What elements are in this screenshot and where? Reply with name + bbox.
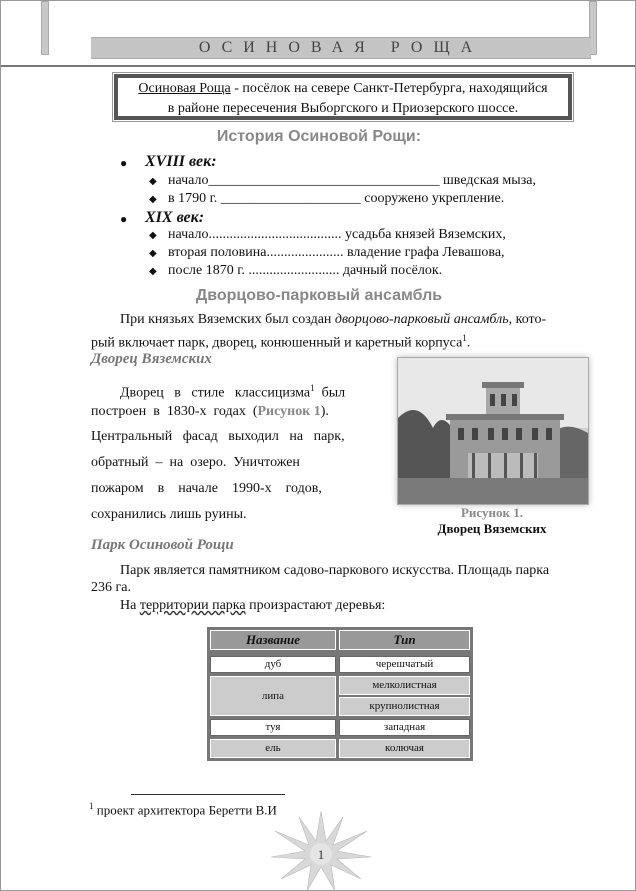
diamond-icon: ◆	[149, 176, 157, 187]
table-cell: ель	[210, 739, 336, 758]
footnote-ref[interactable]: 1	[462, 333, 467, 343]
intro-link[interactable]: Осиновая Роща	[138, 81, 231, 96]
park-territory-link[interactable]: территории парка	[139, 598, 246, 613]
table-cell: дуб	[210, 656, 336, 673]
footnote-rule	[131, 794, 285, 795]
palace-line: Центральный фасад выходил на парк,	[91, 429, 345, 444]
history-title: История Осиновой Рощи:	[216, 128, 422, 145]
history-item: начало_________________________________ шведская мыза,	[168, 173, 536, 188]
park-line-2: 236 га.	[91, 580, 131, 595]
page-number-star-icon	[269, 809, 373, 891]
figure-caption-label: Рисунок 1.	[460, 505, 523, 520]
table-cell: западная	[339, 719, 470, 736]
intro-text-2: в районе пересечения Выборгского и Приозерского шоссе.	[167, 101, 519, 116]
diamond-icon: ◆	[149, 248, 157, 259]
century-label: XVIII век:	[145, 153, 217, 170]
footnote: $^1$ проект архитектора Беретти В.И	[89, 801, 277, 818]
ensemble-line-1: При князьях Вяземских был создан дворцово-парковый ансамбль, кото-	[120, 312, 547, 327]
history-item: в 1790 г. ____________________ сооружено укрепление.	[168, 191, 505, 206]
ensemble-title: Дворцово-парковый ансамбль	[195, 287, 443, 304]
figure-caption-text: Дворец Вяземских	[437, 521, 547, 536]
intro-text-1: - посёлок на севере Санкт-Петербурга, находящийся	[230, 81, 548, 96]
ensemble-line-2: рый включает парк, дворец, конюшенный и каретный корпуса$^1$.	[91, 333, 471, 351]
table-cell: туя	[210, 719, 336, 736]
footnote-ref[interactable]: 1	[310, 383, 315, 393]
table-header: Название	[210, 630, 336, 650]
diamond-icon: ◆	[149, 266, 157, 277]
park-title: Парк Осиновой Рощи	[91, 537, 234, 553]
palace-image	[398, 358, 588, 504]
decor-bar-left	[41, 1, 49, 55]
bullet-dot: ●	[120, 156, 128, 170]
table-cell: липа	[210, 676, 336, 716]
century-label: XIX век:	[145, 209, 205, 226]
page-number: 1	[317, 847, 325, 862]
trees-table	[207, 627, 473, 761]
header-title: ОСИНОВАЯ РОЩА	[198, 39, 484, 56]
diamond-icon: ◆	[149, 230, 157, 241]
palace-line: пожаром в начале 1990-х годов,	[91, 481, 322, 496]
table-header: Тип	[339, 630, 470, 650]
park-line-1: Парк является памятником садово-паркового искусства. Площадь парка	[120, 563, 550, 578]
header-rule	[1, 65, 635, 67]
palace-line: сохранились лишь руины.	[91, 507, 247, 522]
palace-line: построен в 1830-х годах (Рисунок 1).	[91, 404, 329, 419]
diamond-icon: ◆	[149, 194, 157, 205]
figure-ref-link[interactable]: Рисунок 1	[257, 404, 321, 419]
table-cell: колючая	[339, 739, 470, 758]
bullet-dot: ●	[120, 212, 128, 226]
park-line-3: На территории парка произрастают деревья:	[120, 598, 386, 613]
palace-photo	[397, 357, 589, 505]
history-item: вторая половина...................... владение графа Левашова,	[168, 245, 505, 260]
table-cell: черешчатый	[339, 656, 470, 673]
palace-line: обратный – на озеро. Уничтожен	[91, 455, 300, 470]
history-item: после 1870 г. .......................... дачный посёлок.	[168, 263, 443, 278]
intro-box	[114, 74, 572, 120]
table-cell: крупнолистная	[339, 697, 470, 716]
palace-title: Дворец Вяземских	[91, 351, 212, 367]
palace-line: Дворец в стиле классицизма$^1$ был	[120, 383, 346, 401]
history-item: начало...................................... усадьба князей Вяземских,	[168, 227, 506, 242]
table-cell: мелколистная	[339, 676, 470, 695]
